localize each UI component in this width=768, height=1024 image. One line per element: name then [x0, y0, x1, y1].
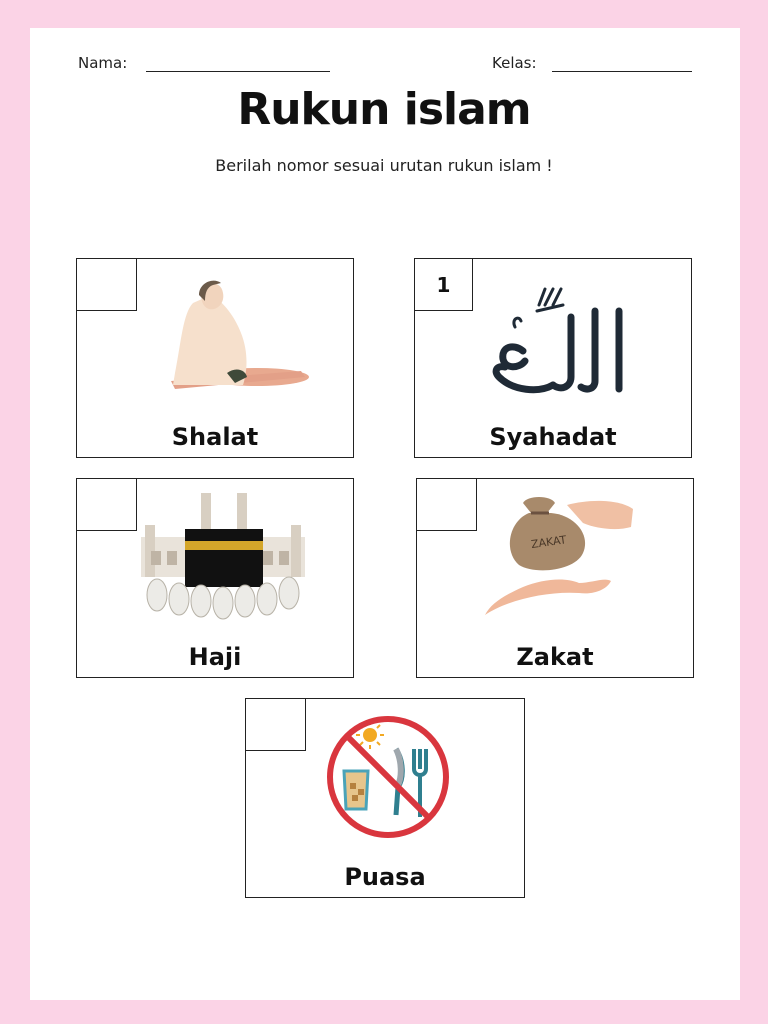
card-label-puasa: Puasa [344, 863, 426, 891]
instruction-text: Berilah nomor sesuai urutan rukun islam ! [215, 156, 553, 175]
card-label-haji: Haji [188, 643, 242, 671]
card-label-shalat: Shalat [171, 423, 259, 451]
card-zakat [416, 478, 694, 678]
name-label: Nama: [78, 54, 128, 72]
name-field[interactable] [146, 71, 330, 72]
page-title: Rukun islam [237, 84, 531, 135]
number-box-syahadat[interactable]: 1 [415, 259, 473, 311]
zakat-bag-icon [479, 491, 639, 623]
card-label-zakat: Zakat [516, 643, 594, 671]
kaaba-icon [137, 485, 309, 621]
class-field[interactable] [552, 71, 692, 72]
number-box-zakat[interactable] [417, 479, 477, 531]
card-haji [76, 478, 354, 678]
allah-calligraphy-icon [483, 281, 633, 401]
no-eating-icon [318, 709, 458, 843]
card-label-syahadat: Syahadat [489, 423, 617, 451]
number-box-shalat[interactable] [77, 259, 137, 311]
card-shalat [76, 258, 354, 458]
svg-text:ZAKAT: ZAKAT [530, 533, 568, 552]
card-puasa [245, 698, 525, 898]
number-box-puasa[interactable] [246, 699, 306, 751]
praying-woman-icon [161, 273, 311, 399]
card-syahadat [414, 258, 692, 458]
class-label: Kelas: [492, 54, 537, 72]
number-box-haji[interactable] [77, 479, 137, 531]
